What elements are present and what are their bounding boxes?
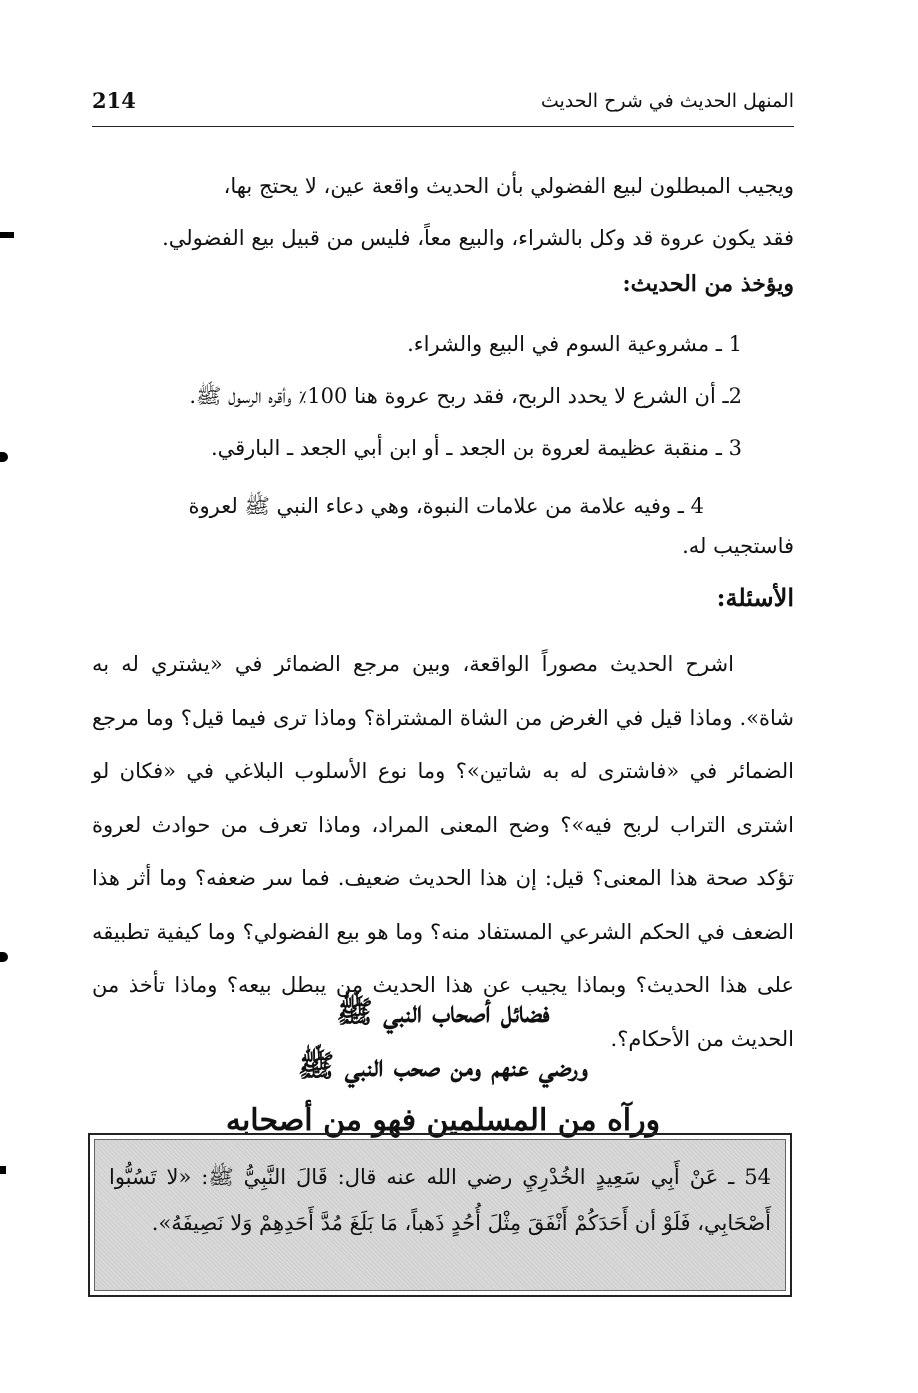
questions-heading: الأسئلة: xyxy=(716,583,794,612)
section-title xyxy=(92,986,794,1148)
paragraph-line-2: فقد يكون عروة قد وكل بالشراء، والبيع معاً، فليس من قبيل بيع الفضولي. xyxy=(162,226,794,250)
benefit-item-2: 2ـ أن الشرع لا يحدد الربح، فقد ربح عروة هنا 100٪ وأقره الرسول ﷺ. xyxy=(189,384,742,408)
section-title-line-2: ورضي عنهم ومن صحب النبي ﷺ xyxy=(298,1049,588,1084)
page-header xyxy=(92,86,794,127)
benefit-item-4-continuation: فاستجيب له. xyxy=(682,534,794,558)
benefit-item-1: 1 ـ مشروعية السوم في البيع والشراء. xyxy=(407,332,742,356)
section-title-line-3: ورآه من المسلمين فهو من أصحابه xyxy=(225,1103,661,1138)
margin-scan-mark xyxy=(0,452,8,462)
benefit-item-3: 3 ـ منقبة عظيمة لعروة بن الجعد ـ أو ابن أبي الجعد ـ البارقي. xyxy=(210,436,742,460)
paragraph-line-1: ويجيب المبطلون لبيع الفضولي بأن الحديث واقعة عين، لا يحتج بها، xyxy=(223,174,794,198)
benefits-heading: ويؤخذ من الحديث: xyxy=(622,271,794,297)
page-number: 214 xyxy=(92,88,136,113)
margin-scan-mark xyxy=(0,1166,6,1174)
running-title: المنهل الحديث في شرح الحديث xyxy=(540,90,794,112)
margin-scan-mark xyxy=(0,952,8,962)
section-title-line-1: فضائل أصحاب النبي ﷺ xyxy=(336,995,550,1030)
questions-paragraph: اشرح الحديث مصوراً الواقعة، وبين مرجع الضمائر في «يشتري له به شاة». وماذا قيل في الغرض من الشاة المشتراة؟ وماذا ترى فيما قيل؟ وما مرجع الضمائر في «فاشترى له به شاتين»؟ وما نوع الأسلوب البلاغي في «فكان لو اشترى التراب لربح فيه»؟ وضح المعنى المراد، وماذا تعرف من حوادث لعروة تؤكد صحة هذا المعنى؟ قيل: إن هذا الحديث ضعيف. فما سر ضعفه؟ وما أثر هذا الضعف في الحكم الشرعي المستفاد منه؟ وما هو بيع الفضولي؟ وما كيفية تطبيقه على هذا الحديث؟ وبماذا يجيب عن هذا الحديث من يبطل بيعه؟ وماذا تأخذ من الحديث من الأحكام؟. xyxy=(92,652,794,1051)
hadith-text: 54 ـ عَنْ أَبِي سَعِيدٍ الخُدْرِيِ رضي الله عنه قال: قَالَ النَّبِيُّ ﷺ: «لا تَسُبُّوا أَصْحَابِي، فَلَوْ أن أَحَدَكُمْ أَنْفَقَ مِثْلَ أُحُدٍ ذَهباً، مَا بَلَغَ مُدَّ أَحَدِهِمْ وَلا نَصِيفَهُ». xyxy=(94,1139,786,1291)
margin-scan-mark xyxy=(0,232,14,238)
paragraph-bay-fuduli-response xyxy=(92,160,794,264)
benefit-item-4: 4 ـ وفيه علامة من علامات النبوة، وهي دعاء النبي ﷺ لعروة xyxy=(188,494,704,518)
hadith-box xyxy=(88,1133,792,1297)
